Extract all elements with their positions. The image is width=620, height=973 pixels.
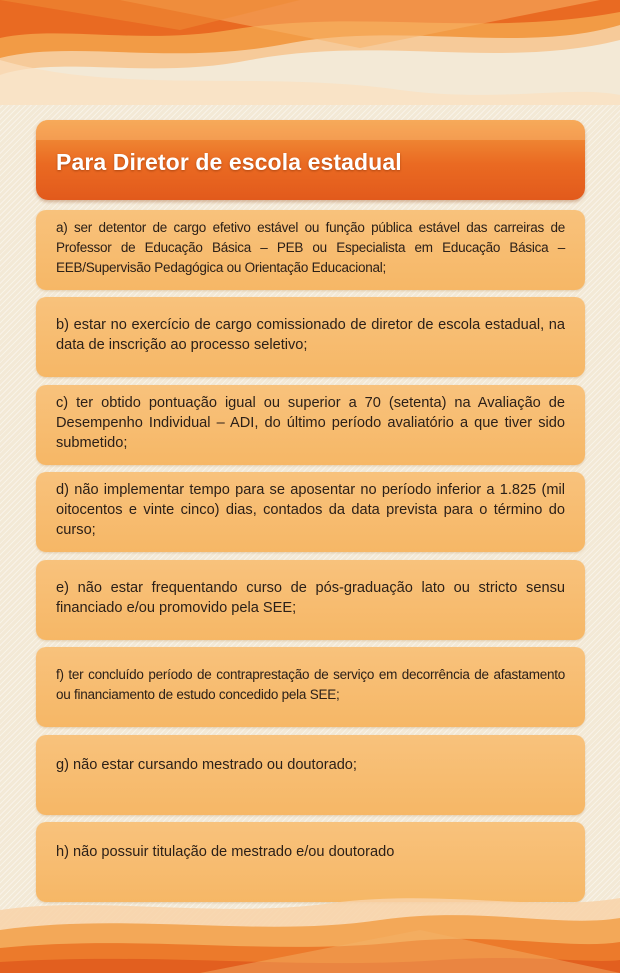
top-decorative-band [0, 0, 620, 105]
requirement-c-text: c) ter obtido pontuação igual ou superior a 70 (setenta) na Avaliação de Desempenho Individual – ADI, do último período avaliatório a que tiver sido submetido; [56, 395, 565, 451]
requirement-e [36, 560, 585, 640]
requirement-e-text: e) não estar frequentando curso de pós-graduação lato ou stricto sensu financiado e/ou promovido pela SEE; [56, 580, 565, 616]
requirement-c [36, 385, 585, 465]
requirement-b [36, 297, 585, 377]
title-bar [36, 120, 585, 200]
requirement-a-text: a) ser detentor de cargo efetivo estável ou função pública estável das carreiras de Professor de Educação Básica – PEB ou Especialista em Educação Básica – EEB/Supervisão Pedagógica ou Orientação Educacional; [56, 220, 565, 275]
requirement-h-text: h) não possuir titulação de mestrado e/ou doutorado [56, 844, 395, 860]
requirement-f [36, 647, 585, 727]
requirement-d [36, 472, 585, 552]
requirement-d-text: d) não implementar tempo para se aposentar no período inferior a 1.825 (mil oitocentos e vinte cinco) dias, contados da data prevista para o término do curso; [56, 482, 565, 538]
requirement-g-text: g) não estar cursando mestrado ou doutorado; [56, 757, 357, 773]
page-title: Para Diretor de escola estadual [56, 149, 402, 175]
requirement-b-text: b) estar no exercício de cargo comissionado de diretor de escola estadual, na data de inscrição ao processo seletivo; [56, 317, 565, 353]
requirement-g [36, 735, 585, 815]
bottom-decorative-band [0, 890, 620, 973]
requirement-a [36, 210, 585, 290]
requirement-f-text: f) ter concluído período de contraprestação de serviço em decorrência de afastamento ou financiamento de estudo concedido pela SEE; [56, 667, 565, 702]
